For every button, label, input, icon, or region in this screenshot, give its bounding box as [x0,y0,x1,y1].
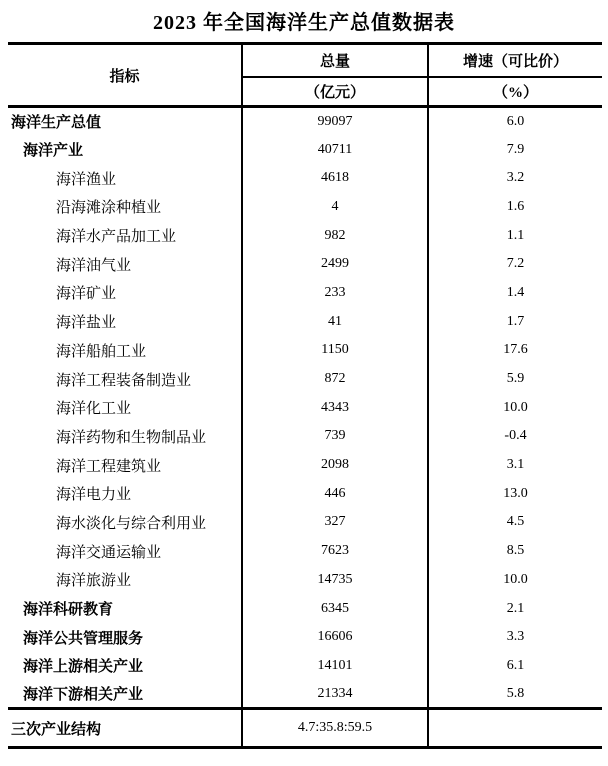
growth-cell: 8.5 [428,537,602,566]
total-cell: 40711 [242,135,428,164]
indicator-cell: 海洋旅游业 [56,573,132,590]
table-row [8,336,602,365]
indicator-cell: 海洋公共管理服务 [23,630,144,647]
indicator-cell: 海洋船舶工业 [56,343,147,360]
total-cell: 446 [242,479,428,508]
table-footer [8,709,602,748]
growth-cell: 2.1 [428,594,602,623]
header-row-1 [8,44,602,77]
indicator-cell: 海洋化工业 [56,401,132,418]
table-row [8,221,602,250]
total-cell: 1150 [242,336,428,365]
indicator-cell: 海洋矿业 [56,286,117,303]
total-cell: 14735 [242,566,428,595]
indicator-cell: 海水淡化与综合利用业 [56,515,207,532]
growth-cell: 3.3 [428,623,602,652]
growth-cell: 3.1 [428,451,602,480]
indicator-cell: 海洋电力业 [56,487,132,504]
growth-cell: 10.0 [428,566,602,595]
growth-cell: 5.9 [428,365,602,394]
table-row [8,250,602,279]
indicator-cell: 海洋水产品加工业 [56,229,177,246]
total-cell: 41 [242,307,428,336]
indicator-cell: 海洋生产总值 [11,115,102,132]
table-row [8,164,602,193]
total-cell: 739 [242,422,428,451]
table-row [8,508,602,537]
indicator-cell: 海洋渔业 [56,171,117,188]
total-cell: 16606 [242,623,428,652]
footer-row [8,709,602,748]
header-total-unit: （亿元） [242,77,428,107]
growth-cell: -0.4 [428,422,602,451]
indicator-cell: 海洋上游相关产业 [23,659,144,676]
table-row [8,652,602,681]
total-cell: 99097 [242,107,428,136]
growth-cell: 5.8 [428,680,602,709]
growth-cell: 7.2 [428,250,602,279]
table-row [8,537,602,566]
table-row [8,479,602,508]
indicator-cell: 海洋油气业 [56,257,132,274]
total-cell: 6345 [242,594,428,623]
growth-cell: 1.4 [428,279,602,308]
indicator-cell: 海洋科研教育 [23,602,114,619]
table-row [8,365,602,394]
indicator-cell: 海洋盐业 [56,315,117,332]
indicator-cell: 海洋下游相关产业 [23,687,144,704]
total-cell: 2499 [242,250,428,279]
indicator-cell: 海洋药物和生物制品业 [56,429,207,446]
total-cell: 327 [242,508,428,537]
table-title: 2023 年全国海洋生产总值数据表 [153,12,455,34]
table-header [8,44,602,107]
indicator-cell: 沿海滩涂种植业 [56,200,162,217]
table-row [8,594,602,623]
total-cell: 4343 [242,393,428,422]
indicator-cell: 海洋工程装备制造业 [56,372,192,389]
total-cell: 4618 [242,164,428,193]
footer-growth-cell [428,709,602,748]
total-cell: 4 [242,193,428,222]
growth-cell: 6.0 [428,107,602,136]
growth-cell: 3.2 [428,164,602,193]
header-growth-unit: （%） [428,77,602,107]
table-row [8,279,602,308]
total-cell: 872 [242,365,428,394]
total-cell: 7623 [242,537,428,566]
table-row [8,307,602,336]
table-row [8,680,602,709]
growth-cell: 1.1 [428,221,602,250]
header-total: 总量 [242,44,428,77]
table-row [8,107,602,136]
total-cell: 233 [242,279,428,308]
growth-cell: 10.0 [428,393,602,422]
header-growth: 增速（可比价） [428,44,602,77]
total-cell: 982 [242,221,428,250]
table-row [8,422,602,451]
growth-cell: 13.0 [428,479,602,508]
growth-cell: 17.6 [428,336,602,365]
total-cell: 2098 [242,451,428,480]
growth-cell: 1.7 [428,307,602,336]
indicator-cell: 海洋产业 [23,143,84,160]
table-row [8,135,602,164]
growth-cell: 6.1 [428,652,602,681]
table-row [8,566,602,595]
total-cell: 21334 [242,680,428,709]
footer-total-cell: 4.7:35.8:59.5 [242,709,428,748]
total-cell: 14101 [242,652,428,681]
growth-cell: 1.6 [428,193,602,222]
table-row [8,393,602,422]
indicator-cell: 海洋交通运输业 [56,544,162,561]
header-indicator: 指标 [8,44,242,107]
growth-cell: 7.9 [428,135,602,164]
table-row [8,451,602,480]
growth-cell: 4.5 [428,508,602,537]
table-body [8,107,602,709]
indicator-cell: 海洋工程建筑业 [56,458,162,475]
table-row [8,193,602,222]
table-row [8,623,602,652]
footer-indicator-cell: 三次产业结构 [8,709,242,748]
marine-gop-table [8,42,602,749]
